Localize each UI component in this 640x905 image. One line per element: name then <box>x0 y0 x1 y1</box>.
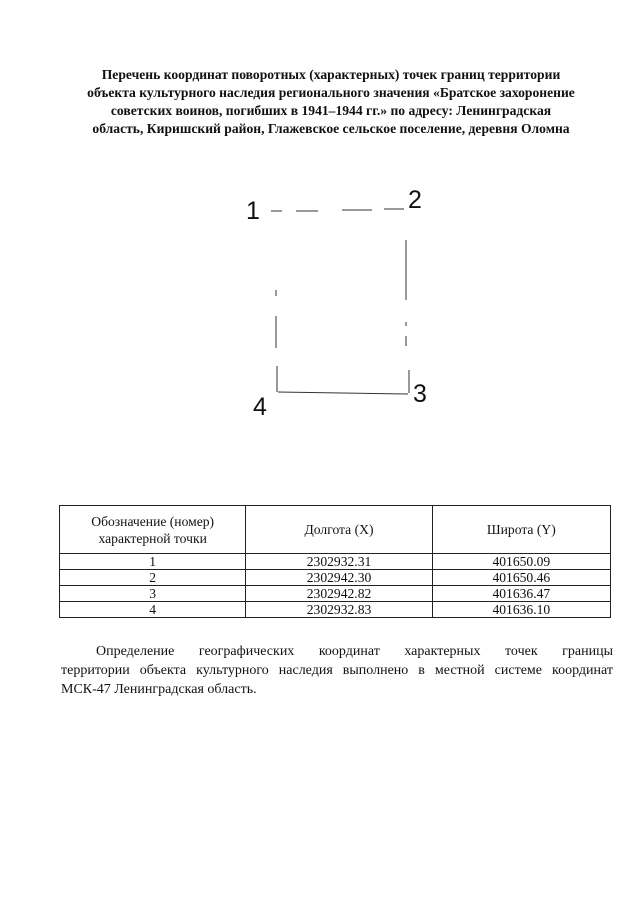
boundary-edge <box>278 392 408 394</box>
coordinate-system-note <box>61 642 613 699</box>
column-header-point: Обозначение (номер) характерной точки <box>60 506 246 554</box>
point-label-2: 2 <box>408 186 422 214</box>
cell-y: 401650.46 <box>432 570 610 586</box>
column-header-x: Долгота (X) <box>246 506 432 554</box>
cell-x: 2302932.31 <box>246 554 432 570</box>
cell-x: 2302932.83 <box>246 602 432 618</box>
note-first-line: Определение географических координат характерных точек границы <box>96 644 613 659</box>
cell-y: 401650.09 <box>432 554 610 570</box>
cell-point: 2 <box>60 570 246 586</box>
table-row <box>60 554 611 570</box>
table-row <box>60 570 611 586</box>
table-header-row <box>60 506 611 554</box>
cell-y: 401636.10 <box>432 602 610 618</box>
point-label-1: 1 <box>246 197 260 225</box>
cell-x: 2302942.82 <box>246 586 432 602</box>
point-label-3: 3 <box>413 380 427 408</box>
cell-x: 2302942.30 <box>246 570 432 586</box>
title-line: объекта культурного наследия регионального значения «Братское захоронение <box>87 85 575 100</box>
cell-point: 3 <box>60 586 246 602</box>
cell-point: 4 <box>60 602 246 618</box>
cell-point: 1 <box>60 554 246 570</box>
table-row <box>60 602 611 618</box>
title-line: советских воинов, погибших в 1941–1944 гг.» по адресу: Ленинградская <box>110 103 552 118</box>
cell-y: 401636.47 <box>432 586 610 602</box>
table-row <box>60 586 611 602</box>
title-line: Перечень координат поворотных (характерных) точек границ территории <box>101 67 561 82</box>
note-text: территории объекта культурного наследия выполнено в местной системе координат МСК-47 Ленинградская область. <box>61 663 613 697</box>
title-line: область, Киришский район, Глажевское сельское поселение, деревня Оломна <box>92 121 570 136</box>
point-label-4: 4 <box>253 393 267 421</box>
document-title <box>60 66 602 138</box>
coordinates-table <box>59 505 611 618</box>
column-header-y: Широта (Y) <box>432 506 610 554</box>
